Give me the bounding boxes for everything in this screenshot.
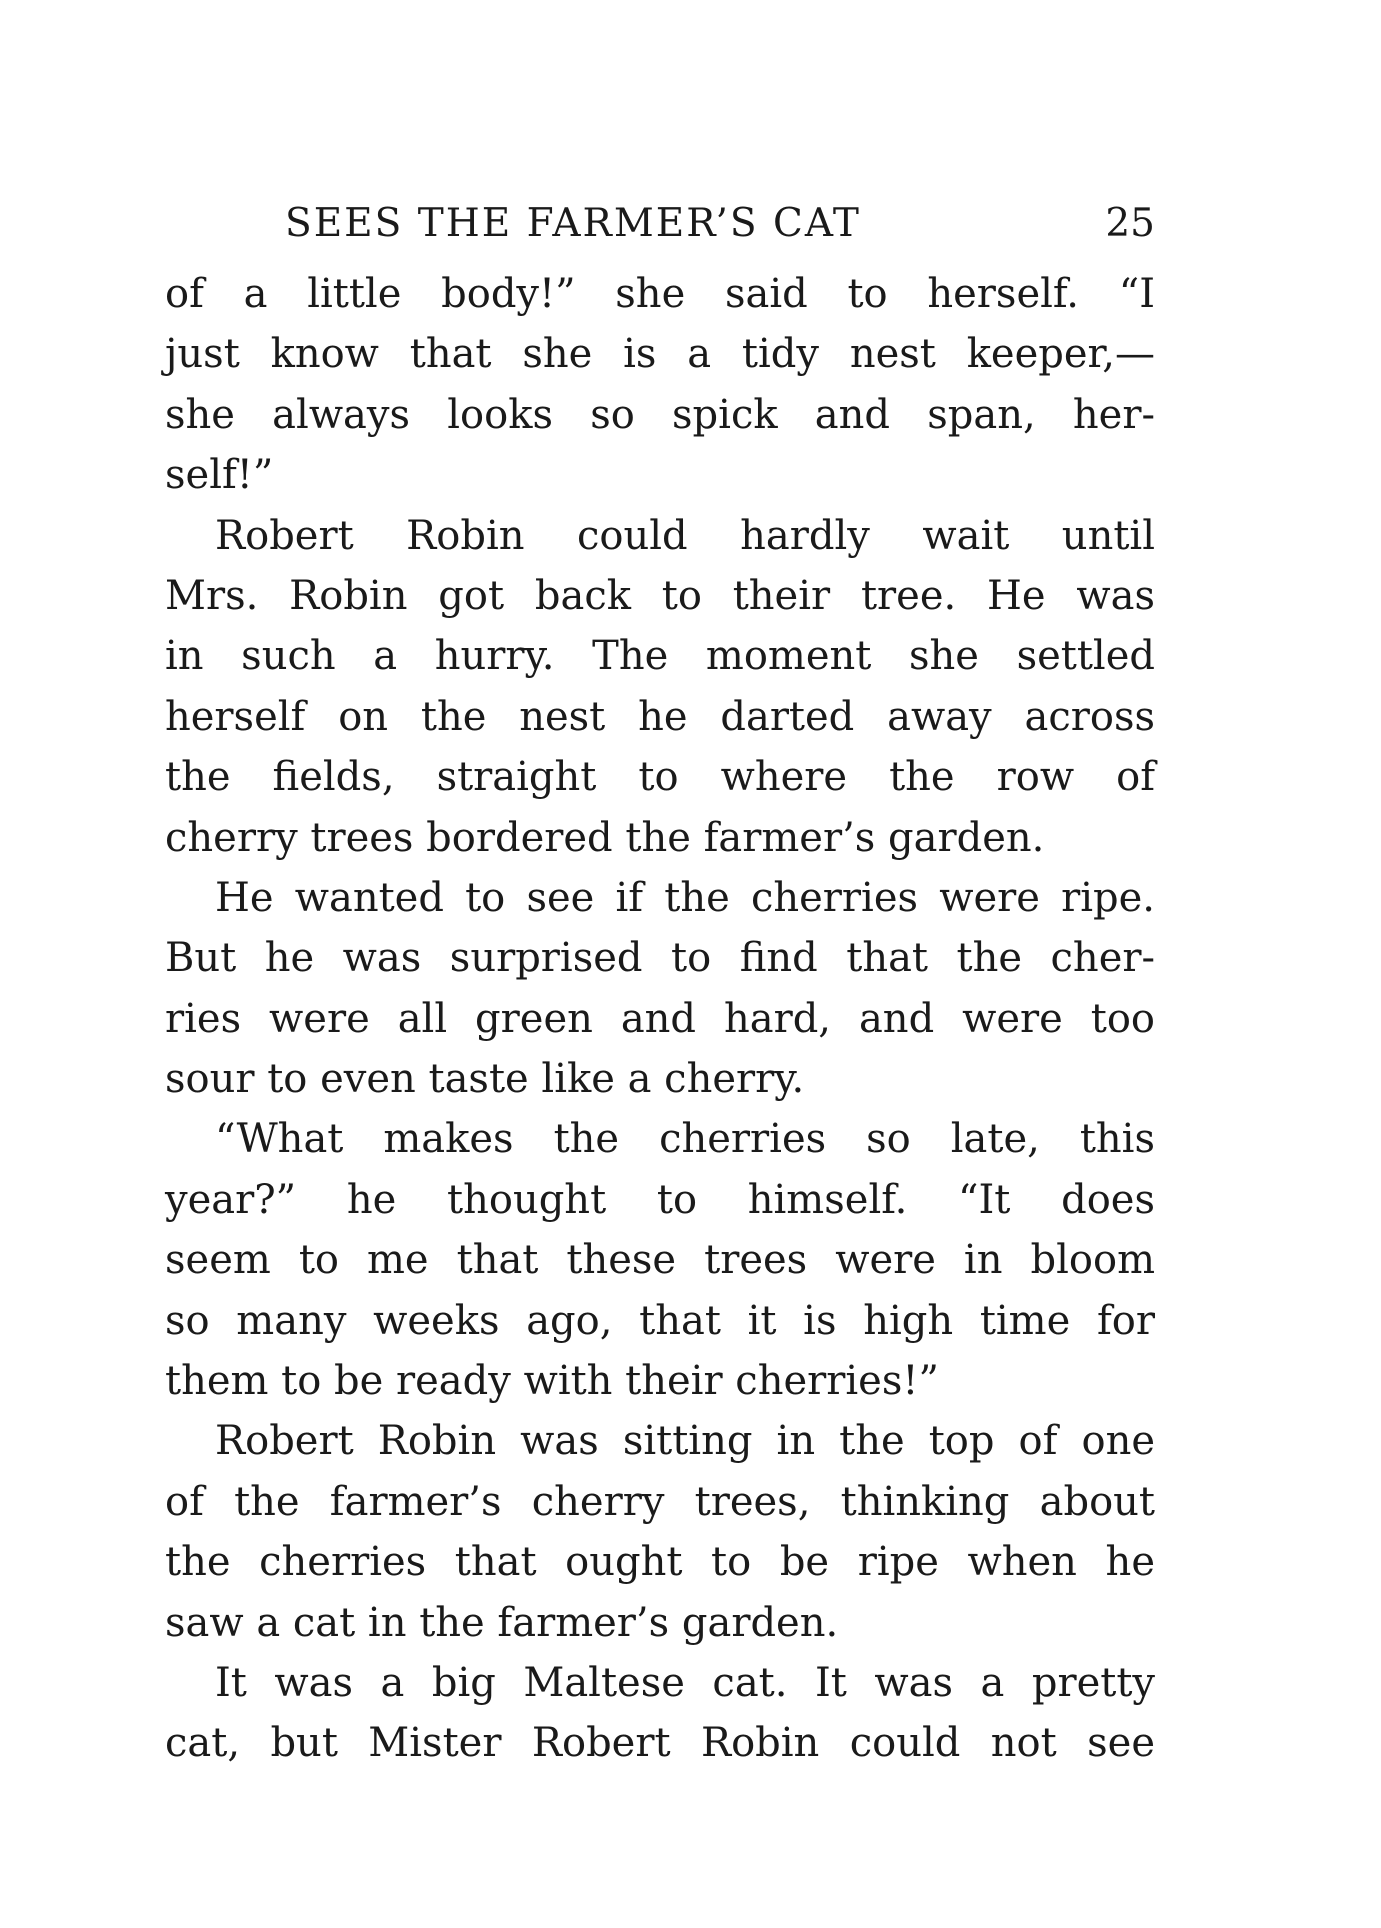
- text-line: so many weeks ago, that it is high time for: [165, 1297, 1155, 1344]
- text-line: the cherries that ought to be ripe when he: [165, 1539, 1155, 1586]
- text-line: them to be ready with their cherries!”: [165, 1358, 939, 1405]
- text-line: ries were all green and hard, and were too: [165, 995, 1155, 1042]
- text-line: self!”: [165, 452, 274, 499]
- text-line: cat, but Mister Robert Robin could not see: [165, 1720, 1155, 1767]
- text-line: Robert Robin could hardly wait until: [215, 512, 1155, 559]
- text-line: Robert Robin was sitting in the top of one: [215, 1418, 1155, 1465]
- text-line: Mrs. Robin got back to their tree. He was: [165, 572, 1155, 619]
- text-line: of the farmer’s cherry trees, thinking about: [165, 1478, 1155, 1525]
- running-title: SEES THE FARMER’S CAT: [285, 201, 861, 246]
- text-line: the fields, straight to where the row of: [165, 754, 1155, 801]
- text-line: herself on the nest he darted away across: [165, 693, 1155, 740]
- text-line: year?” he thought to himself. “It does: [165, 1176, 1155, 1223]
- text-line: It was a big Maltese cat. It was a pretty: [215, 1659, 1155, 1706]
- text-line: “What makes the cherries so late, this: [215, 1116, 1155, 1163]
- text-line: But he was surprised to find that the cher-: [165, 935, 1155, 982]
- text-line: she always looks so spick and span, her-: [165, 391, 1155, 438]
- text-line: sour to even taste like a cherry.: [165, 1056, 805, 1103]
- body-text: [165, 264, 1155, 1774]
- text-line: in such a hurry. The moment she settled: [165, 633, 1155, 680]
- page-header: [165, 196, 1155, 252]
- text-line: of a little body!” she said to herself. “I: [165, 271, 1155, 317]
- text-line: He wanted to see if the cherries were ripe.: [215, 874, 1155, 921]
- text-line: cherry trees bordered the farmer’s garden.: [165, 814, 1045, 861]
- page-number: 25: [1105, 201, 1155, 246]
- text-line: just know that she is a tidy nest keeper,—: [165, 331, 1155, 378]
- text-line: seem to me that these trees were in bloom: [165, 1237, 1155, 1284]
- text-line: saw a cat in the farmer’s garden.: [165, 1599, 839, 1646]
